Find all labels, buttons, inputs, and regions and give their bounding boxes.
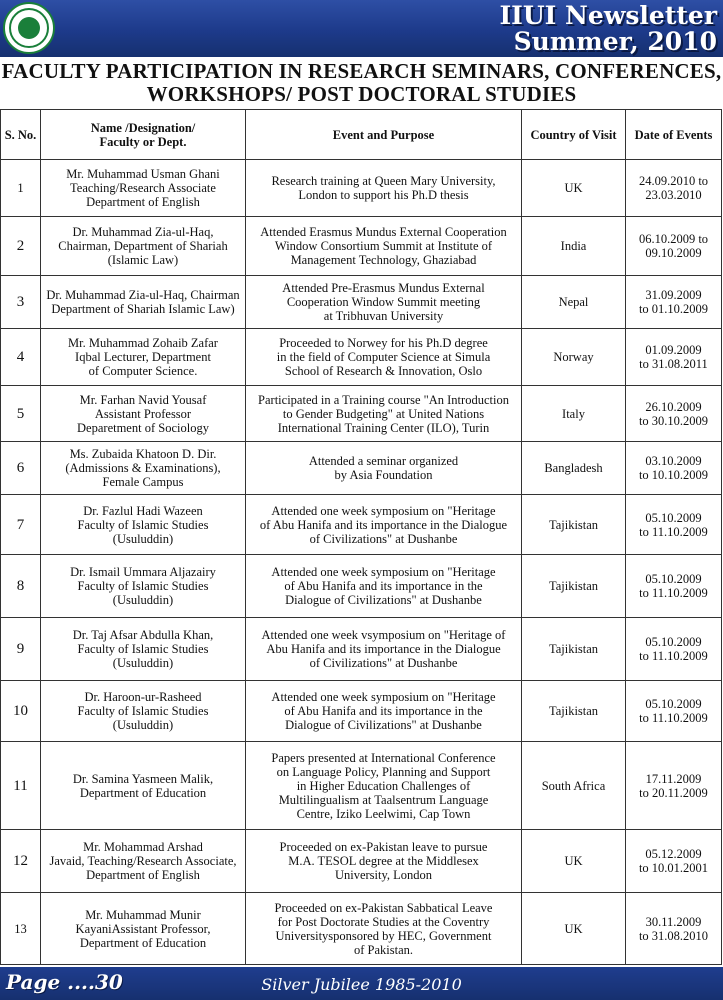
row-sno: 7 <box>1 495 41 555</box>
row-sno: 6 <box>1 442 41 495</box>
row-country: Tajikistan <box>522 495 626 555</box>
table-row <box>1 555 722 618</box>
row-event: Attended one week symposium on "Heritage of Abu Hanifa and its importance in the Dialogue of Civilizations" at Dushanbe <box>246 495 522 555</box>
row-name: Dr. Taj Afsar Abdulla Khan, Faculty of Islamic Studies (Usuluddin) <box>41 618 246 681</box>
table-row <box>1 495 722 555</box>
row-sno: 11 <box>1 742 41 830</box>
university-seal-icon <box>3 2 55 54</box>
row-event: Proceeded on ex-Pakistan Sabbatical Leave for Post Doctorate Studies at the Coventry Universitysponsored by HEC, Government of Pakistan. <box>246 893 522 965</box>
row-date: 17.11.2009 to 20.11.2009 <box>626 742 722 830</box>
row-date: 06.10.2009 to 09.10.2009 <box>626 217 722 276</box>
row-date: 05.12.2009 to 10.01.2001 <box>626 830 722 893</box>
row-country: Tajikistan <box>522 555 626 618</box>
row-date: 05.10.2009 to 11.10.2009 <box>626 618 722 681</box>
table-row <box>1 276 722 329</box>
row-name: Mr. Muhammad Usman Ghani Teaching/Research Associate Department of English <box>41 160 246 217</box>
table-row <box>1 442 722 495</box>
row-sno: 4 <box>1 329 41 386</box>
row-country: Nepal <box>522 276 626 329</box>
row-event: Papers presented at International Conference on Language Policy, Planning and Support in Higher Education Challenges of Multilingualism at Taalsentrum Language Centre, Iziko Leelwimi, Cap Town <box>246 742 522 830</box>
row-date: 24.09.2010 to 23.03.2010 <box>626 160 722 217</box>
row-name: Dr. Haroon-ur-Rasheed Faculty of Islamic Studies (Usuluddin) <box>41 681 246 742</box>
newsletter-issue: Summer, 2010 <box>513 27 717 56</box>
row-date: 03.10.2009 to 10.10.2009 <box>626 442 722 495</box>
row-event: Attended one week symposium on "Heritage of Abu Hanifa and its importance in the Dialogue of Civilizations" at Dushanbe <box>246 681 522 742</box>
row-country: India <box>522 217 626 276</box>
row-name: Mr. Mohammad Arshad Javaid, Teaching/Research Associate, Department of English <box>41 830 246 893</box>
newsletter-header <box>0 0 723 57</box>
row-country: South Africa <box>522 742 626 830</box>
newsletter-title: IIUI Newsletter <box>499 1 717 30</box>
row-name: Mr. Farhan Navid Yousaf Assistant Professor Deparetment of Sociology <box>41 386 246 442</box>
row-name: Dr. Ismail Ummara Aljazairy Faculty of Islamic Studies (Usuluddin) <box>41 555 246 618</box>
row-sno: 12 <box>1 830 41 893</box>
faculty-events-table <box>0 109 722 965</box>
row-country: Norway <box>522 329 626 386</box>
row-date: 01.09.2009 to 31.08.2011 <box>626 329 722 386</box>
table-header-row <box>1 110 722 160</box>
header-event: Event and Purpose <box>246 110 522 160</box>
header-country: Country of Visit <box>522 110 626 160</box>
row-country: Italy <box>522 386 626 442</box>
row-name: Mr. Muhammad Munir KayaniAssistant Professor, Department of Education <box>41 893 246 965</box>
page-title <box>0 60 723 106</box>
row-event: Participated in a Training course "An Introduction to Gender Budgeting" at United Nations International Training Center (ILO), Turin <box>246 386 522 442</box>
table-row <box>1 386 722 442</box>
row-date: 30.11.2009 to 31.08.2010 <box>626 893 722 965</box>
table-row <box>1 618 722 681</box>
header-date: Date of Events <box>626 110 722 160</box>
row-sno: 8 <box>1 555 41 618</box>
table-row <box>1 830 722 893</box>
table-row <box>1 681 722 742</box>
table-row <box>1 893 722 965</box>
row-date: 26.10.2009 to 30.10.2009 <box>626 386 722 442</box>
header-name: Name /Designation/ Faculty or Dept. <box>41 110 246 160</box>
row-sno: 3 <box>1 276 41 329</box>
row-name: Dr. Samina Yasmeen Malik, Department of Education <box>41 742 246 830</box>
row-name: Dr. Muhammad Zia-ul-Haq, Chairman, Department of Shariah (Islamic Law) <box>41 217 246 276</box>
row-sno: 10 <box>1 681 41 742</box>
row-sno: 9 <box>1 618 41 681</box>
row-date: 05.10.2009 to 11.10.2009 <box>626 495 722 555</box>
row-name: Dr. Muhammad Zia-ul-Haq, Chairman Department of Shariah Islamic Law) <box>41 276 246 329</box>
row-country: Tajikistan <box>522 681 626 742</box>
page-title-line-1: FACULTY PARTICIPATION IN RESEARCH SEMINARS, CONFERENCES, <box>1 59 722 83</box>
row-date: 05.10.2009 to 11.10.2009 <box>626 555 722 618</box>
row-country: UK <box>522 830 626 893</box>
row-event: Attended Pre-Erasmus Mundus External Cooperation Window Summit meeting at Tribhuvan University <box>246 276 522 329</box>
page-footer <box>0 967 723 1000</box>
row-date: 31.09.2009 to 01.10.2009 <box>626 276 722 329</box>
header-sno: S. No. <box>1 110 41 160</box>
row-sno: 13 <box>1 893 41 965</box>
row-country: UK <box>522 893 626 965</box>
table-row <box>1 329 722 386</box>
table-row <box>1 217 722 276</box>
row-event: Attended Erasmus Mundus External Cooperation Window Consortium Summit at Institute of Management Technology, Ghaziabad <box>246 217 522 276</box>
table-row <box>1 742 722 830</box>
table-row <box>1 160 722 217</box>
row-country: Tajikistan <box>522 618 626 681</box>
page-title-line-2: WORKSHOPS/ POST DOCTORAL STUDIES <box>146 82 577 106</box>
row-event: Proceeded on ex-Pakistan leave to pursue M.A. TESOL degree at the Middlesex University, London <box>246 830 522 893</box>
row-sno: 2 <box>1 217 41 276</box>
row-event: Research training at Queen Mary University, London to support his Ph.D thesis <box>246 160 522 217</box>
row-date: 05.10.2009 to 11.10.2009 <box>626 681 722 742</box>
silver-jubilee-text: Silver Jubilee 1985-2010 <box>261 975 462 994</box>
row-event: Proceeded to Norwey for his Ph.D degree in the field of Computer Science at Simula School of Research & Innovation, Oslo <box>246 329 522 386</box>
row-event: Attended one week vsymposium on "Heritage of Abu Hanifa and its importance in the Dialogue of Civilizations" at Dushanbe <box>246 618 522 681</box>
row-sno: 5 <box>1 386 41 442</box>
row-name: Ms. Zubaida Khatoon D. Dir. (Admissions & Examinations), Female Campus <box>41 442 246 495</box>
row-sno: 1 <box>1 160 41 217</box>
row-country: Bangladesh <box>522 442 626 495</box>
page-number: Page ....30 <box>6 970 123 994</box>
row-name: Mr. Muhammad Zohaib Zafar Iqbal Lecturer, Department of Computer Science. <box>41 329 246 386</box>
row-name: Dr. Fazlul Hadi Wazeen Faculty of Islamic Studies (Usuluddin) <box>41 495 246 555</box>
row-event: Attended a seminar organized by Asia Foundation <box>246 442 522 495</box>
row-country: UK <box>522 160 626 217</box>
row-event: Attended one week symposium on "Heritage of Abu Hanifa and its importance in the Dialogue of Civilizations" at Dushanbe <box>246 555 522 618</box>
